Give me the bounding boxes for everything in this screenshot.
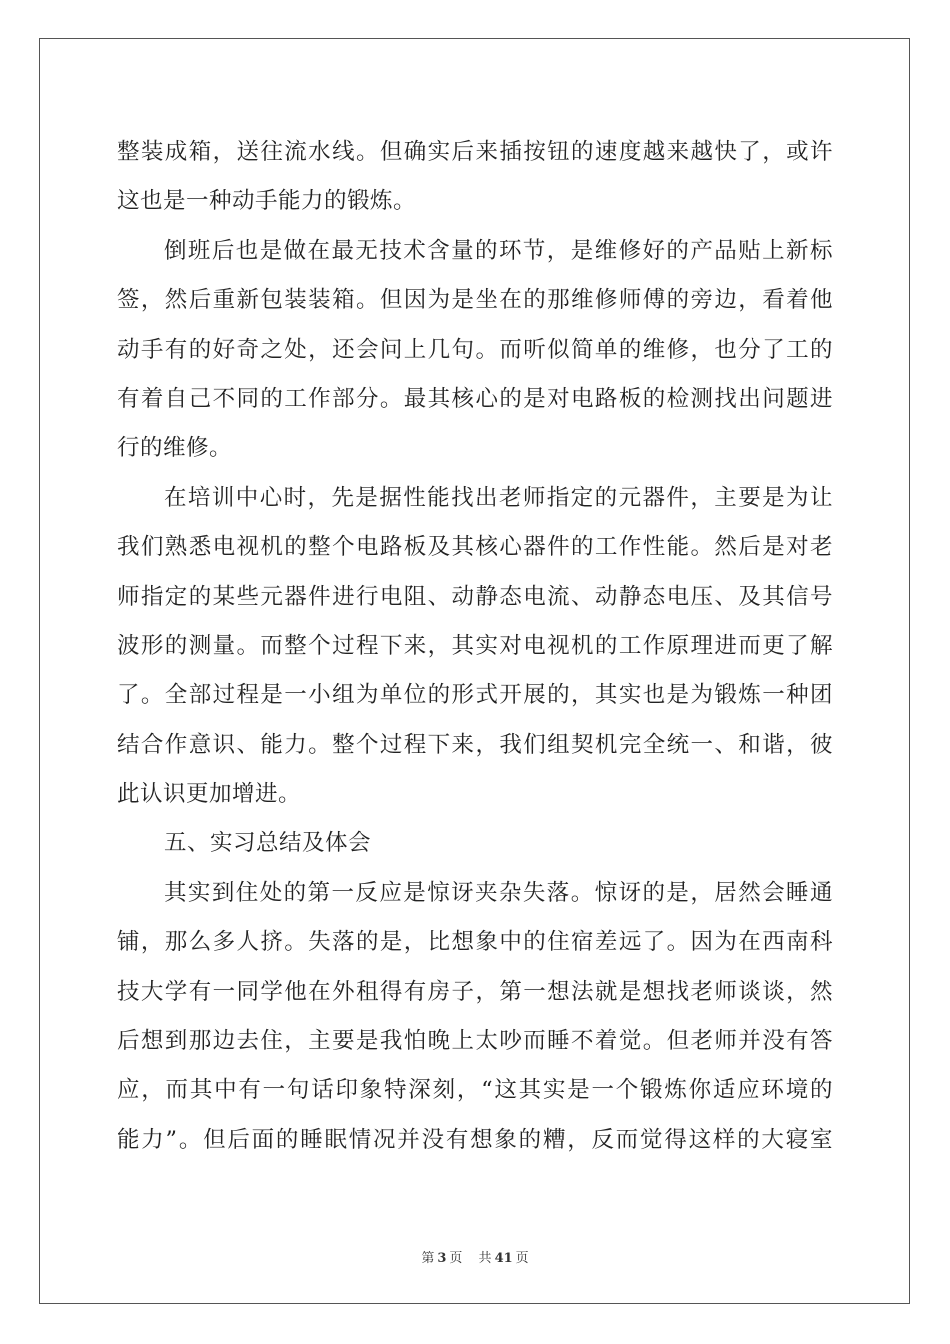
text-line: 在培训中心时，先是据性能找出老师指定的元器件，主要是为让 <box>164 484 833 511</box>
total-prefix: 共 <box>478 1251 492 1266</box>
text-line: 铺，那么多人挤。失落的是，比想象中的住宿差远了。因为在西南科 <box>117 929 833 956</box>
text-line: 了。全部过程是一小组为单位的形式开展的，其实也是为锻炼一种团 <box>117 682 833 709</box>
page-prefix: 第 <box>421 1251 435 1266</box>
page-indicator <box>418 1251 465 1266</box>
page-footer <box>0 1247 950 1266</box>
text-line: 有着自己不同的工作部分。最其核心的是对电路板的检测找出问题进 <box>117 385 833 412</box>
total-pages: 41 <box>494 1251 513 1266</box>
text-line: 师指定的某些元器件进行电阻、动静态电流、动静态电压、及其信号 <box>117 583 833 610</box>
total-indicator <box>476 1251 532 1266</box>
text-line: 后想到那边去住，主要是我怕晚上太吵而睡不着觉。但老师并没有答 <box>117 1028 833 1055</box>
text-line: 其实到住处的第一反应是惊讶夹杂失落。惊讶的是，居然会睡通 <box>164 879 833 906</box>
text-line: 我们熟悉电视机的整个电路板及其核心器件的工作性能。然后是对老 <box>117 534 833 561</box>
total-suffix: 页 <box>515 1251 529 1266</box>
text-line: 应，而其中有一句话印象特深刻，“这其实是一个锻炼你适应环境的 <box>117 1077 833 1104</box>
section-heading: 五、实习总结及体会 <box>164 830 372 857</box>
text-line: 结合作意识、能力。整个过程下来，我们组契机完全统一、和谐，彼 <box>117 731 833 758</box>
text-line: 整装成箱，送往流水线。但确实后来插按钮的速度越来越快了，或许 <box>117 139 833 165</box>
text-line: 波形的测量。而整个过程下来，其实对电视机的工作原理进而更了解 <box>117 632 833 659</box>
page-suffix: 页 <box>449 1251 463 1266</box>
text-line: 此认识更加增进。 <box>117 781 302 808</box>
document-body <box>117 128 833 1165</box>
text-line: 能力”。但后面的睡眠情况并没有想象的糟，反而觉得这样的大寝室 <box>117 1126 833 1153</box>
page-number: 3 <box>437 1251 447 1266</box>
text-line: 这也是一种动手能力的锻炼。 <box>117 188 417 215</box>
text-line: 动手有的好奇之处，还会问上几句。而听似简单的维修，也分了工的 <box>117 336 833 363</box>
text-line: 行的维修。 <box>117 435 233 462</box>
text-line: 签，然后重新包装装箱。但因为是坐在的那维修师傅的旁边，看着他 <box>117 287 833 314</box>
text-line: 倒班后也是做在最无技术含量的环节，是维修好的产品贴上新标 <box>164 237 833 264</box>
text-line: 技大学有一同学他在外租得有房子，第一想法就是想找老师谈谈，然 <box>117 978 833 1005</box>
